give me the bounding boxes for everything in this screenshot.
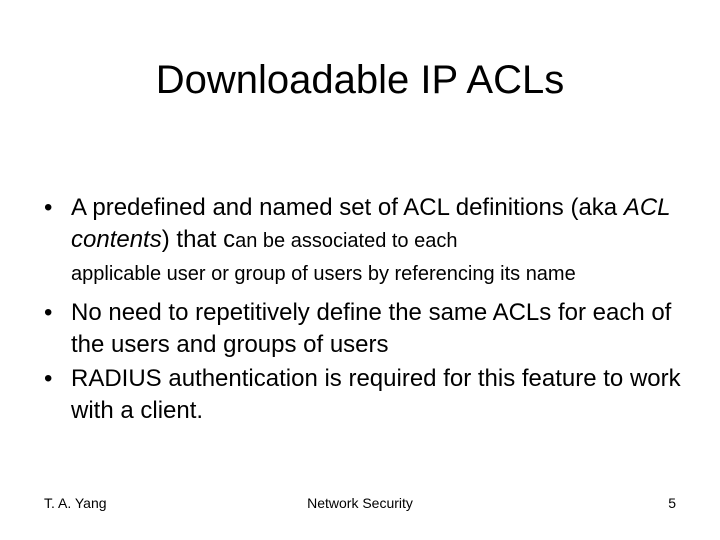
- bullet-text-emphasis: ACL contents: [71, 194, 671, 253]
- bullet-item-radius-requirement: [44, 363, 694, 427]
- bullet-text-small-line: applicable user or group of users by referencing its name: [71, 263, 576, 285]
- bullet-text: No need to repetitively define the same ACLs for each of the users and groups of users: [71, 299, 672, 358]
- bullet-text-prefix: A predefined and named set of ACL definitions (aka: [71, 194, 624, 221]
- bullet-dot-icon: •: [44, 365, 53, 392]
- bullet-item-no-repetition: [44, 297, 694, 361]
- bullet-text-mid: ) that c: [161, 226, 236, 253]
- bullet-text: RADIUS authentication is required for this feature to work with a client.: [71, 365, 681, 424]
- bullet-text-small: an be associated to each: [235, 230, 458, 252]
- slide-title: Downloadable IP ACLs: [155, 58, 565, 102]
- bullet-item-acl-definition: [44, 192, 694, 291]
- bullet-dot-icon: •: [44, 299, 53, 326]
- bullet-dot-icon: •: [44, 194, 53, 221]
- footer-course: Network Security: [307, 495, 413, 511]
- footer-author: T. A. Yang: [44, 495, 107, 511]
- footer-page-number: 5: [668, 495, 676, 511]
- bullet-text: [71, 194, 694, 291]
- bullet-list: [44, 192, 694, 427]
